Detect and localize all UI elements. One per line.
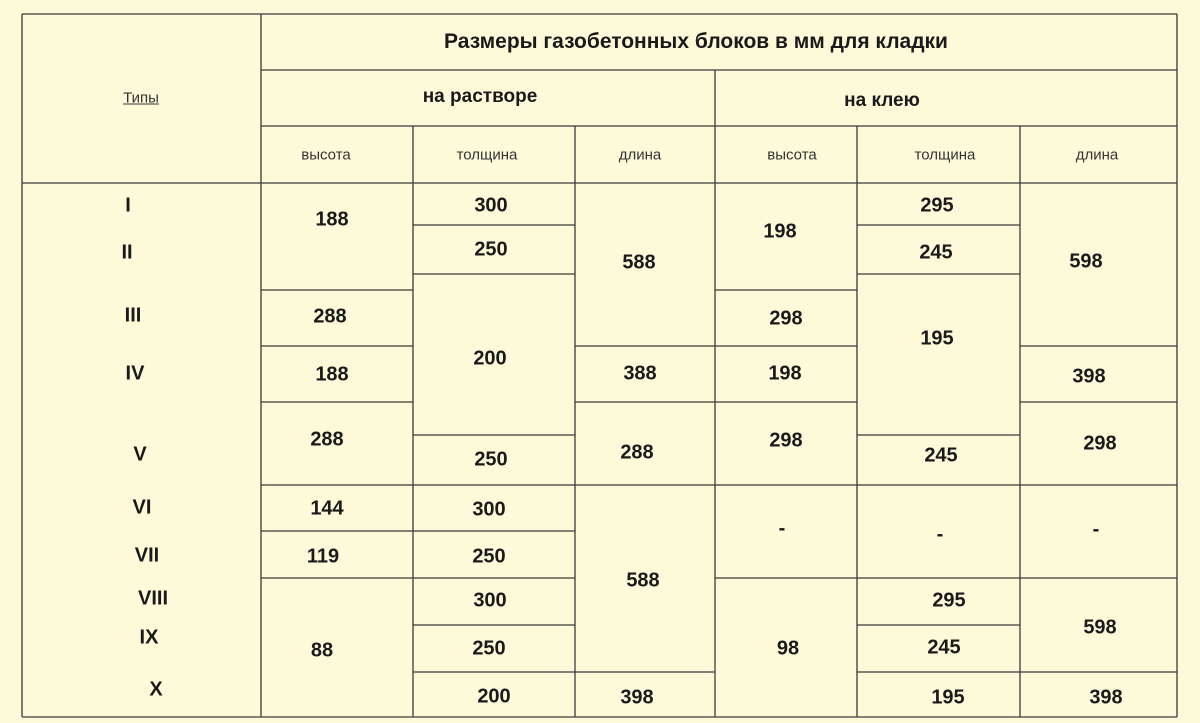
glue-length-cell: 398 [1072,365,1106,388]
col-mortar-height: высота [301,146,351,164]
glue-thickness-cell: 245 [924,444,958,467]
glue-height-cell: 98 [776,637,800,660]
mortar-length-cell: 588 [622,251,656,274]
glue-thickness-cell: 195 [931,686,965,709]
mortar-height-cell: 188 [315,363,349,386]
type-label: III [124,304,142,327]
mortar-thickness-cell: 250 [472,545,506,568]
mortar-height-cell: 88 [310,639,334,662]
table-title: Размеры газобетонных блоков в мм для кладки [444,30,948,53]
mortar-length-cell: 398 [620,686,654,709]
glue-length-cell: 298 [1083,432,1117,455]
mortar-thickness-cell: 300 [473,589,507,612]
glue-height-cell: 198 [763,220,797,243]
glue-thickness-cell: - [936,523,944,546]
type-label: VI [132,496,152,519]
type-label: V [133,443,147,466]
type-label: VII [134,544,160,567]
glue-height-cell: 298 [769,307,803,330]
col-mortar-length: длина [618,146,662,164]
col-glue-thickness: толщина [914,146,976,164]
glue-thickness-cell: 245 [919,241,953,264]
col-mortar-thickness: толщина [456,146,518,164]
glue-height-cell: - [778,517,786,540]
glue-length-cell: 598 [1069,250,1103,273]
group-glue-header: на клею [844,90,920,111]
mortar-height-cell: 188 [315,208,349,231]
glue-thickness-cell: 245 [927,636,961,659]
mortar-thickness-cell: 250 [474,238,508,261]
glue-length-cell: 398 [1089,686,1123,709]
glue-length-cell: - [1092,518,1100,541]
mortar-height-cell: 119 [306,545,340,568]
type-label: I [125,194,131,217]
mortar-length-cell: 288 [620,441,654,464]
mortar-thickness-cell: 300 [472,498,506,521]
type-label: IV [125,362,145,385]
mortar-height-cell: 144 [310,497,344,520]
mortar-thickness-cell: 250 [474,448,508,471]
mortar-height-cell: 288 [313,305,347,328]
glue-length-cell: 598 [1083,616,1117,639]
glue-height-cell: 198 [768,362,802,385]
type-label: X [149,678,163,701]
col-glue-length: длина [1075,146,1119,164]
mortar-thickness-cell: 200 [477,685,511,708]
glue-height-cell: 298 [769,429,803,452]
types-header: Типы [123,89,159,107]
type-label: IX [139,626,159,649]
mortar-thickness-cell: 200 [473,347,507,370]
mortar-length-cell: 588 [626,569,660,592]
glue-thickness-cell: 195 [920,327,954,350]
glue-thickness-cell: 295 [920,194,954,217]
col-glue-height: высота [767,146,817,164]
mortar-thickness-cell: 300 [474,194,508,217]
mortar-length-cell: 388 [623,362,657,385]
glue-thickness-cell: 295 [932,589,966,612]
mortar-height-cell: 288 [310,428,344,451]
type-label: II [121,241,133,264]
type-label: VIII [137,587,169,610]
group-mortar-header: на растворе [422,86,538,107]
mortar-thickness-cell: 250 [472,637,506,660]
